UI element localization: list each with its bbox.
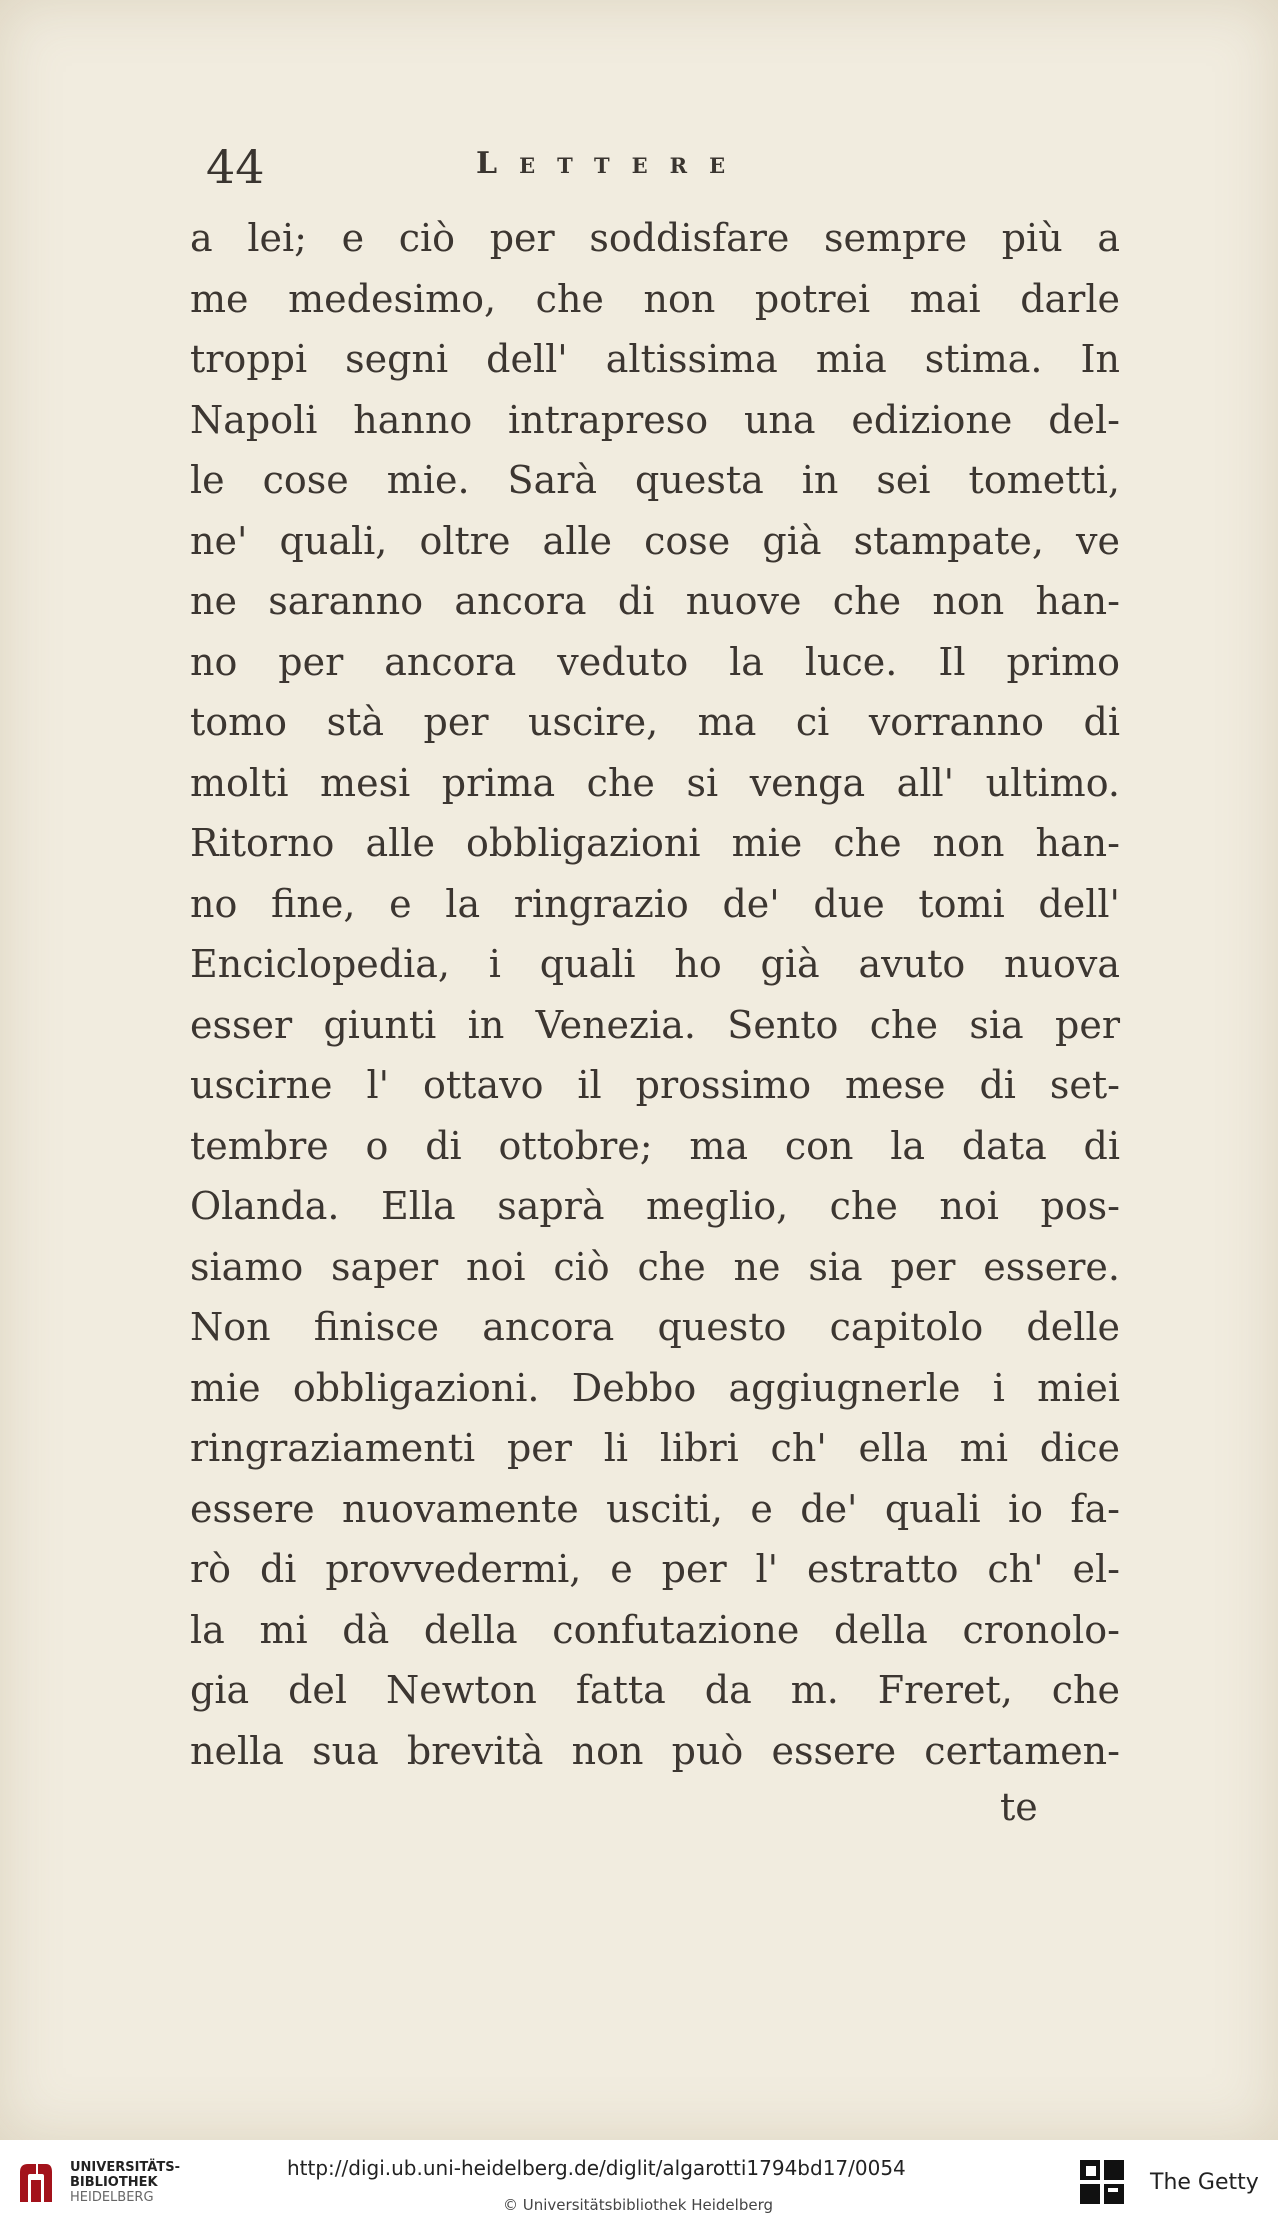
page-number: 44 [206,140,265,194]
text-line: no per ancora veduto la luce. Il primo [190,639,1120,684]
viewer-footer [0,2140,1278,2226]
page-header [206,140,1106,200]
library-name [70,2160,180,2205]
text-line: esser giunti in Venezia. Sento che sia per [190,1002,1120,1047]
text-line: nella sua brevità non può essere certamen- [190,1728,1120,1773]
text-line: a lei; e ciò per soddisfare sempre più a [190,216,1120,260]
library-name-line: UNIVERSITÄTS- [70,2160,180,2175]
text-line: siamo saper noi ciò che ne sia per essere. [190,1244,1120,1289]
university-library-logo-icon [14,2158,58,2208]
text-line: ringraziamenti per li libri ch' ella mi dice [190,1426,1120,1470]
text-line: no fine, e la ringrazio de' due tomi dell' [190,881,1120,926]
text-line: ne saranno ancora di nuove che non han- [190,579,1120,623]
text-line: tembre o di ottobre; ma con la data di [190,1123,1120,1168]
text-line: essere nuovamente usciti, e de' quali io fa- [190,1486,1120,1531]
catchword: te [1000,1785,1038,1829]
body-text [190,208,1120,1781]
getty-logo-icon [1078,2158,1126,2208]
text-line: me medesimo, che non potrei mai darle [190,276,1120,321]
text-line: Enciclopedia, i quali ho già avuto nuova [190,942,1120,986]
text-line: troppi segni dell' altissima mia stima. In [190,337,1120,381]
text-line: Non finisce ancora questo capitolo delle [190,1305,1120,1349]
text-line: mie obbligazioni. Debbo aggiugnerle i miei [190,1365,1120,1410]
text-line: uscirne l' ottavo il prossimo mese di set- [190,1063,1120,1107]
library-name-line: HEIDELBERG [70,2190,154,2205]
text-line: le cose mie. Sarà questa in sei tometti, [190,458,1120,502]
text-line: rò di provvedermi, e per l' estratto ch' el- [190,1547,1120,1591]
running-head: Lettere [476,146,748,181]
text-line: la mi dà della confutazione della cronolo- [190,1607,1120,1652]
permalink-url[interactable]: http://digi.ub.uni-heidelberg.de/diglit/algarotti1794bd17/0054 [287,2156,906,2180]
getty-name: The Getty [1150,2170,1259,2195]
text-line: Ritorno alle obbligazioni mie che non han- [190,821,1120,865]
text-line: ne' quali, oltre alle cose già stampate, ve [190,518,1120,563]
library-name-line: BIBLIOTHEK [70,2175,158,2190]
text-line: Olanda. Ella saprà meglio, che noi pos- [190,1184,1120,1228]
text-line: tomo stà per uscire, ma ci vorranno di [190,700,1120,744]
text-line: gia del Newton fatta da m. Freret, che [190,1668,1120,1712]
copyright-notice: © Universitätsbibliothek Heidelberg [503,2196,774,2214]
text-line: Napoli hanno intrapreso una edizione del- [190,397,1120,442]
text-line: molti mesi prima che si venga all' ultimo. [190,760,1120,805]
